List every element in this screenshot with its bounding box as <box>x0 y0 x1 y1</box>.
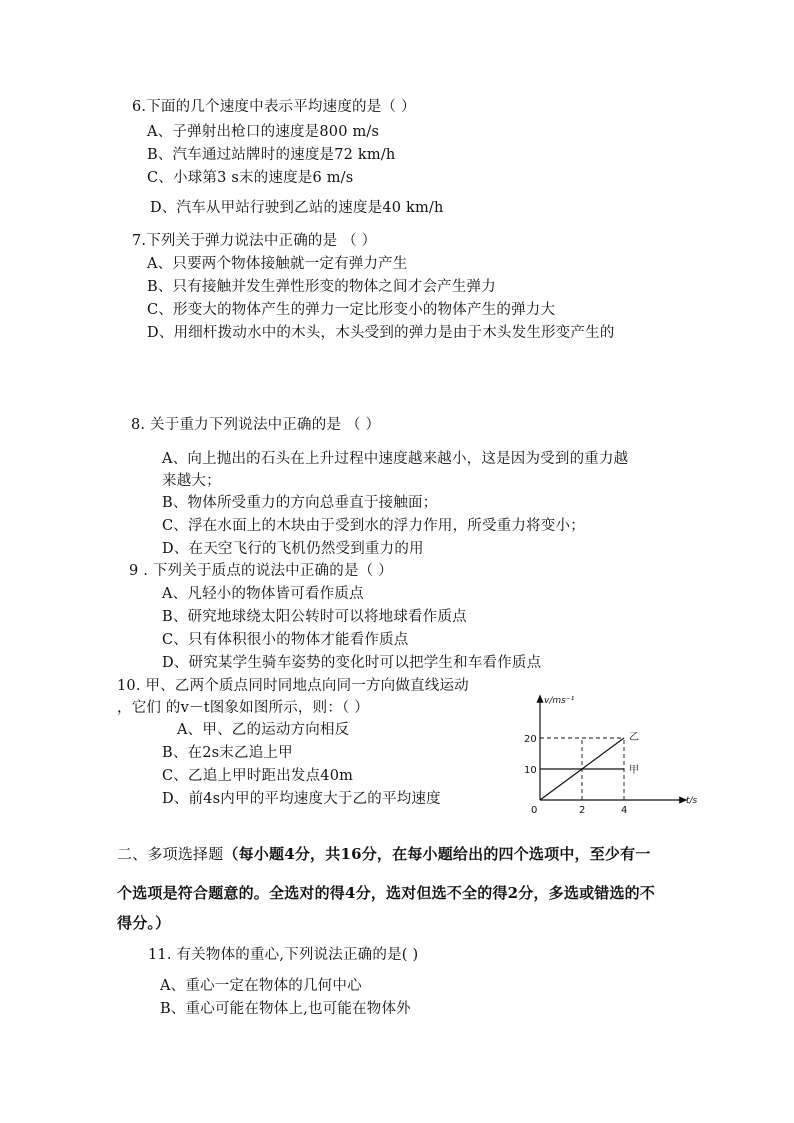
q9-option-b: B、研究地球绕太阳公转时可以将地球看作质点 <box>162 609 467 625</box>
section2-title <box>117 845 651 863</box>
q8-option-a-cont: 来越大； <box>162 473 221 489</box>
q7-option-c: C、形变大的物体产生的弹力一定比形变小的物体产生的弹力大 <box>147 302 556 318</box>
q8-option-d: D、在天空飞行的飞机仍然受到重力的用 <box>162 541 424 557</box>
q7-option-a: A、只要两个物体接触就一定有弹力产生 <box>147 256 408 272</box>
x-axis-label: t/s <box>686 796 698 806</box>
x-tick-label-0: 0 <box>531 805 538 815</box>
q7-option-d: D、用细杆拨动水中的木头，木头受到的弹力是由于木头发生形变产生的 <box>147 325 615 341</box>
y-tick-label-10: 10 <box>524 765 537 776</box>
q8-stem: 8. 关于重力下列说法中正确的是 （ ） <box>131 417 381 433</box>
q10-option-b: B、在2s末乙追上甲 <box>162 745 293 761</box>
x-tick-label-2: 2 <box>579 805 586 815</box>
q10-option-d: D、前4s内甲的平均速度大于乙的平均速度 <box>162 791 441 807</box>
section2-instructions: （每小题4分，共16分，在每小题给出的四个选项中，至少有一 <box>223 845 651 863</box>
q9-option-d: D、研究某学生骑车姿势的变化时可以把学生和车看作质点 <box>162 655 542 671</box>
q6-option-b: B、汽车通过站牌时的速度是72 km/h <box>147 147 396 163</box>
q10-option-c: C、乙追上甲时距出发点40m <box>162 768 354 784</box>
section2-instructions-end: 得分。） <box>117 914 171 932</box>
q10-option-a: A、甲、乙的运动方向相反 <box>177 722 350 738</box>
q10-stem: 10. 甲、乙两个质点同时同地点向同一方向做直线运动 <box>117 678 469 694</box>
series-label-2: 乙 <box>629 732 639 743</box>
x-tick-label-4: 4 <box>621 805 628 815</box>
q8-option-c: C、浮在水面上的木块由于受到水的浮力作用，所受重力将变小； <box>162 518 585 534</box>
q7-option-b: B、只有接触并发生弹性形变的物体之间才会产生弹力 <box>147 279 496 295</box>
q7-stem: 7.下列关于弹力说法中正确的是 （ ） <box>132 233 377 249</box>
q11-option-b: B、重心可能在物体上,也可能在物体外 <box>160 1001 411 1017</box>
q6-stem: 6.下面的几个速度中表示平均速度的是（ ） <box>132 99 416 115</box>
q11-stem: 11. 有关物体的重心,下列说法正确的是( ) <box>148 947 419 963</box>
section2-instructions-cont: 个选项是符合题意的。全选对的得4分，选对但选不全的得2分，多选或错选的不 <box>117 884 656 902</box>
q8-option-a: A、向上抛出的石头在上升过程中速度越来越小，这是因为受到的重力越 <box>162 451 629 467</box>
series-label-1: 甲 <box>629 765 639 776</box>
y-tick-label-20: 20 <box>524 734 537 745</box>
q6-option-d: D、汽车从甲站行驶到乙站的速度是40 km/h <box>150 200 444 216</box>
q9-option-a: A、凡轻小的物体皆可看作质点 <box>162 586 364 602</box>
q6-option-c: C、小球第3 s末的速度是6 m/s <box>147 170 354 186</box>
q6-option-a: A、子弹射出枪口的速度是800 m/s <box>147 124 380 140</box>
q9-stem: 9 . 下列关于质点的说法中正确的是（ ） <box>129 563 393 579</box>
y-axis-label: v/ms⁻¹ <box>544 696 575 706</box>
q9-option-c: C、只有体积很小的物体才能看作质点 <box>162 632 409 648</box>
section2-prefix: 二、多项选择题 <box>117 845 224 863</box>
vt-graph <box>520 690 710 815</box>
q8-option-b: B、物体所受重力的方向总垂直于接触面； <box>162 495 438 511</box>
q11-option-a: A、重心一定在物体的几何中心 <box>160 978 362 994</box>
q10-stem-cont: ，它们 的v－t图象如图所示，则：（ ） <box>117 700 369 716</box>
